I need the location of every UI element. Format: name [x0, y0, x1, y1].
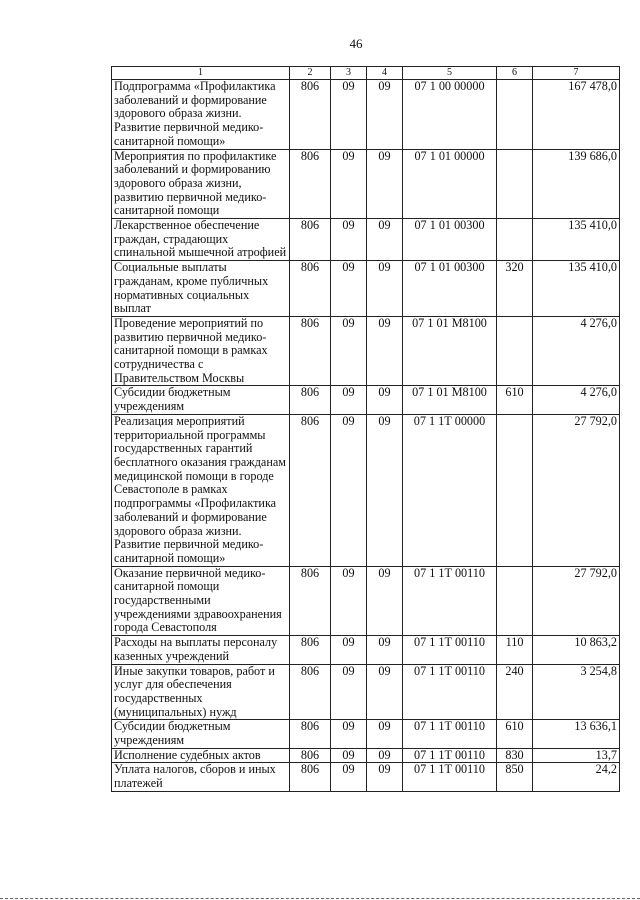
target-article-code: 07 1 1Т 00110	[403, 763, 497, 791]
subsection-code: 09	[367, 720, 403, 748]
subsection-code: 09	[367, 149, 403, 219]
target-article-code: 07 1 01 M8100	[403, 316, 497, 386]
subsection-code: 09	[367, 636, 403, 664]
table-row	[112, 261, 620, 317]
subsection-code: 09	[367, 566, 403, 636]
amount: 10 863,2	[533, 636, 620, 664]
table-row	[112, 763, 620, 791]
ministry-code: 806	[290, 748, 331, 763]
section-code: 09	[331, 149, 367, 219]
table-row	[112, 566, 620, 636]
expense-type-code: 240	[497, 664, 533, 720]
expense-type-code	[497, 80, 533, 150]
amount: 167 478,0	[533, 80, 620, 150]
amount: 13,7	[533, 748, 620, 763]
expense-type-code: 110	[497, 636, 533, 664]
section-code: 09	[331, 636, 367, 664]
target-article-code: 07 1 1Т 00000	[403, 414, 497, 566]
target-article-code: 07 1 01 00300	[403, 219, 497, 261]
ministry-code: 806	[290, 664, 331, 720]
table-row	[112, 720, 620, 748]
ministry-code: 806	[290, 219, 331, 261]
page-bottom-divider	[0, 898, 640, 899]
expense-type-code: 320	[497, 261, 533, 317]
table-row	[112, 80, 620, 150]
table-row	[112, 219, 620, 261]
section-code: 09	[331, 566, 367, 636]
row-name: Реализация мероприятий территориальной программы государственных гарантий бесплатного оказания гражданам медицинской помощи в городе Севастополе в рамках подпрограммы «Профилактика заболеваний и формирование здорового образа жизни. Развитие первичной медико-санитарной помощи»	[112, 414, 290, 566]
amount: 27 792,0	[533, 566, 620, 636]
amount: 4 276,0	[533, 316, 620, 386]
row-name: Лекарственное обеспечение граждан, страдающих спинальной мышечной атрофией	[112, 219, 290, 261]
expense-type-code	[497, 316, 533, 386]
expense-type-code: 610	[497, 720, 533, 748]
amount: 13 636,1	[533, 720, 620, 748]
row-name: Уплата налогов, сборов и иных платежей	[112, 763, 290, 791]
row-name: Субсидии бюджетным учреждениям	[112, 386, 290, 414]
table-row	[112, 414, 620, 566]
row-name: Иные закупки товаров, работ и услуг для обеспечения государственных (муниципальных) нужд	[112, 664, 290, 720]
expense-type-code: 830	[497, 748, 533, 763]
header-cell: 6	[497, 67, 533, 80]
header-cell: 5	[403, 67, 497, 80]
header-cell: 2	[290, 67, 331, 80]
subsection-code: 09	[367, 748, 403, 763]
table-body	[112, 80, 620, 792]
ministry-code: 806	[290, 386, 331, 414]
amount: 135 410,0	[533, 261, 620, 317]
table-row	[112, 636, 620, 664]
expense-type-code: 610	[497, 386, 533, 414]
subsection-code: 09	[367, 414, 403, 566]
table-row	[112, 316, 620, 386]
target-article-code: 07 1 1Т 00110	[403, 748, 497, 763]
section-code: 09	[331, 748, 367, 763]
section-code: 09	[331, 386, 367, 414]
header-cell: 7	[533, 67, 620, 80]
row-name: Социальные выплаты гражданам, кроме публичных нормативных социальных выплат	[112, 261, 290, 317]
target-article-code: 07 1 1Т 00110	[403, 664, 497, 720]
ministry-code: 806	[290, 414, 331, 566]
row-name: Оказание первичной медико-санитарной помощи государственными учреждениями здравоохранения города Севастополя	[112, 566, 290, 636]
expense-type-code	[497, 219, 533, 261]
expense-type-code: 850	[497, 763, 533, 791]
page-number: 46	[349, 36, 363, 51]
amount: 139 686,0	[533, 149, 620, 219]
target-article-code: 07 1 1Т 00110	[403, 720, 497, 748]
ministry-code: 806	[290, 763, 331, 791]
subsection-code: 09	[367, 80, 403, 150]
amount: 135 410,0	[533, 219, 620, 261]
section-code: 09	[331, 763, 367, 791]
row-name: Проведение мероприятий по развитию первичной медико-санитарной помощи в рамках сотрудничества с Правительством Москвы	[112, 316, 290, 386]
header-cell: 3	[331, 67, 367, 80]
subsection-code: 09	[367, 664, 403, 720]
target-article-code: 07 1 01 00300	[403, 261, 497, 317]
ministry-code: 806	[290, 316, 331, 386]
ministry-code: 806	[290, 566, 331, 636]
row-name: Мероприятия по профилактике заболеваний и формированию здорового образа жизни, развитию первичной медико-санитарной помощи	[112, 149, 290, 219]
amount: 24,2	[533, 763, 620, 791]
ministry-code: 806	[290, 261, 331, 317]
amount: 27 792,0	[533, 414, 620, 566]
row-name: Исполнение судебных актов	[112, 748, 290, 763]
amount: 4 276,0	[533, 386, 620, 414]
section-code: 09	[331, 414, 367, 566]
section-code: 09	[331, 80, 367, 150]
table-row	[112, 664, 620, 720]
target-article-code: 07 1 01 00000	[403, 149, 497, 219]
section-code: 09	[331, 664, 367, 720]
target-article-code: 07 1 1Т 00110	[403, 636, 497, 664]
section-code: 09	[331, 316, 367, 386]
header-row	[112, 67, 620, 80]
budget-table	[111, 66, 620, 792]
subsection-code: 09	[367, 261, 403, 317]
section-code: 09	[331, 219, 367, 261]
header-cell: 1	[112, 67, 290, 80]
table-row	[112, 386, 620, 414]
amount: 3 254,8	[533, 664, 620, 720]
header-cell: 4	[367, 67, 403, 80]
expense-type-code	[497, 566, 533, 636]
row-name: Субсидии бюджетным учреждениям	[112, 720, 290, 748]
ministry-code: 806	[290, 720, 331, 748]
section-code: 09	[331, 261, 367, 317]
subsection-code: 09	[367, 763, 403, 791]
ministry-code: 806	[290, 80, 331, 150]
row-name: Расходы на выплаты персоналу казенных учреждений	[112, 636, 290, 664]
ministry-code: 806	[290, 636, 331, 664]
table-row	[112, 149, 620, 219]
ministry-code: 806	[290, 149, 331, 219]
section-code: 09	[331, 720, 367, 748]
table-row	[112, 748, 620, 763]
target-article-code: 07 1 1Т 00110	[403, 566, 497, 636]
expense-type-code	[497, 149, 533, 219]
subsection-code: 09	[367, 316, 403, 386]
target-article-code: 07 1 01 M8100	[403, 386, 497, 414]
expense-type-code	[497, 414, 533, 566]
subsection-code: 09	[367, 219, 403, 261]
row-name: Подпрограмма «Профилактика заболеваний и формирование здорового образа жизни. Развитие первичной медико-санитарной помощи»	[112, 80, 290, 150]
target-article-code: 07 1 00 00000	[403, 80, 497, 150]
subsection-code: 09	[367, 386, 403, 414]
